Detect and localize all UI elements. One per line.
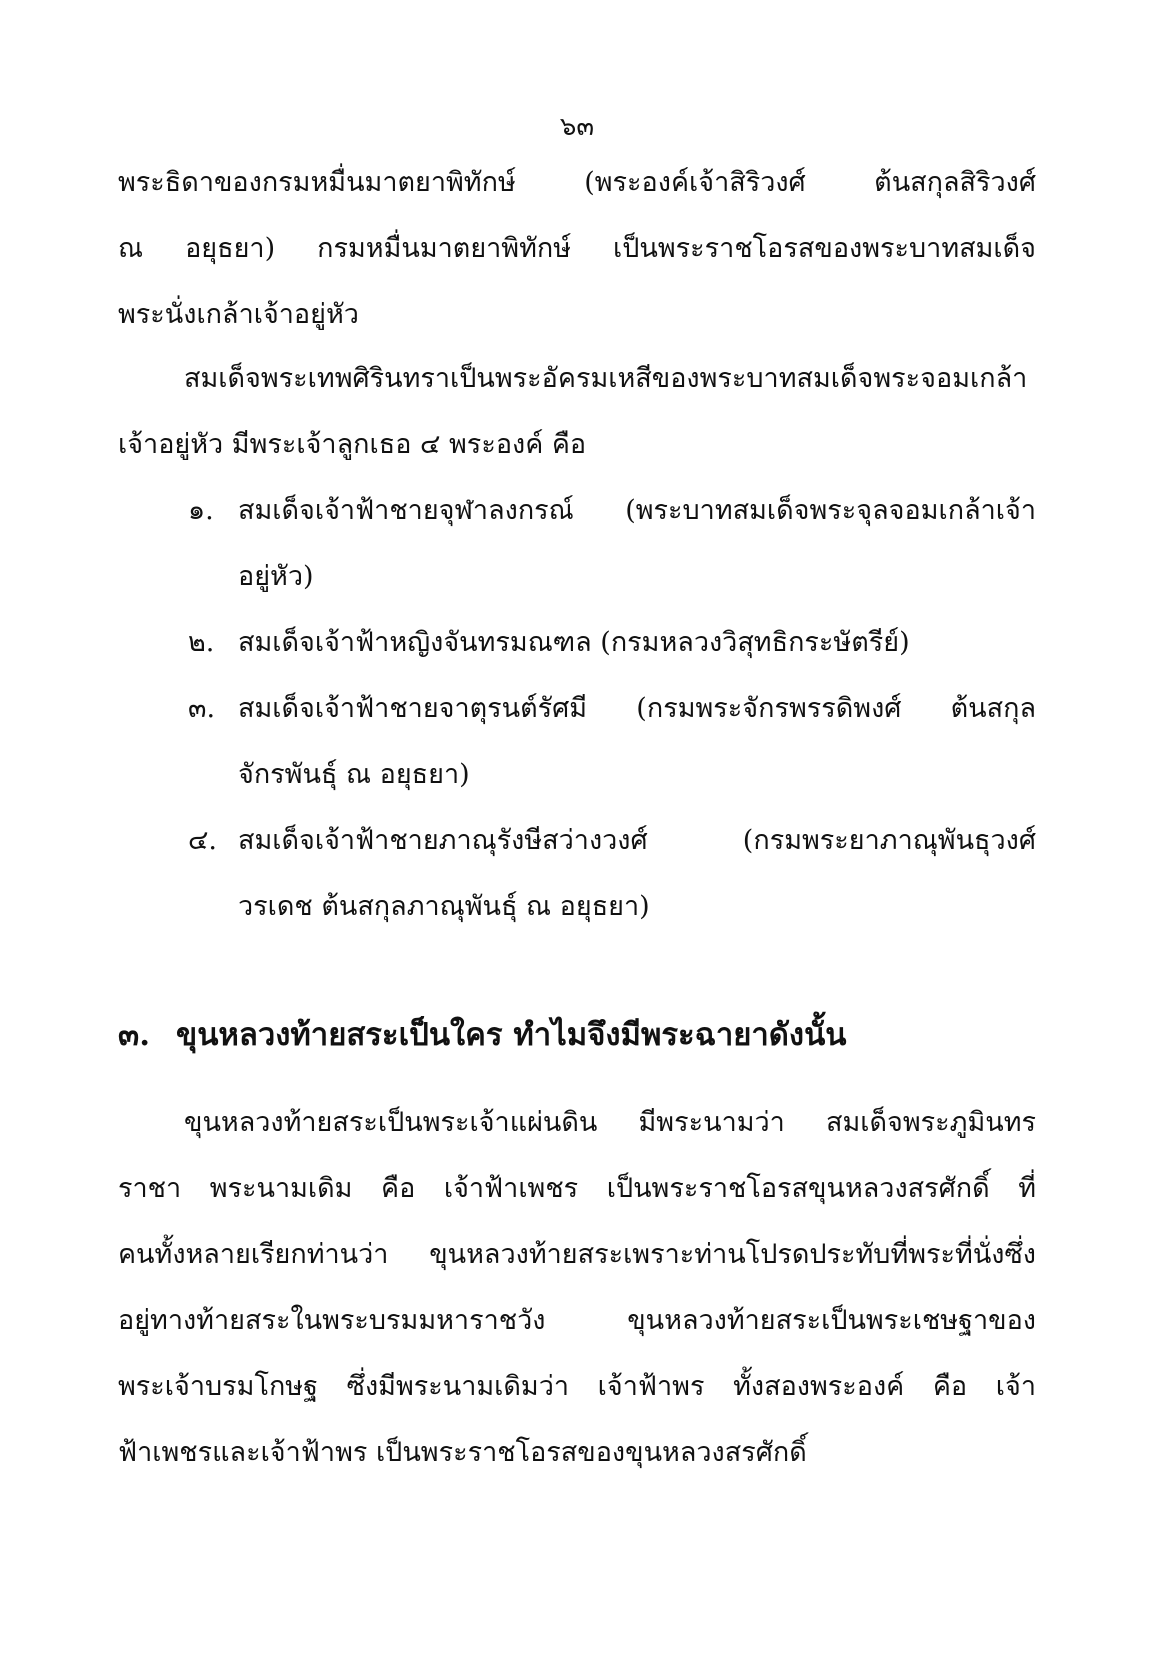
list-item-continuation: อยู่หัว): [238, 561, 314, 592]
paragraph-line: คนทั้งหลายเรียกท่านว่า ขุนหลวงท้ายสระเพราะท่านโปรดประทับที่พระที่นั่งซึ่ง: [118, 1239, 1036, 1270]
list-item-continuation: วรเดช ต้นสกุลภาณุพันธุ์ ณ อยุธยา): [238, 891, 650, 922]
paragraph-1: [118, 150, 1036, 348]
list-number: ๒.: [188, 627, 215, 658]
list-number: ๑.: [188, 495, 214, 526]
paragraph-line: พระธิดาของกรมหมื่นมาตยาพิทักษ์ (พระองค์เจ้าสิริวงศ์ ต้นสกุลสิริวงศ์: [118, 167, 1036, 198]
paragraph-line: เจ้าอยู่หัว มีพระเจ้าลูกเธอ ๔ พระองค์ คือ: [118, 429, 587, 460]
paragraph-line: ขุนหลวงท้ายสระเป็นพระเจ้าแผ่นดิน มีพระนามว่า สมเด็จพระภูมินทร: [184, 1107, 1036, 1138]
paragraph-line: ณ อยุธยา) กรมหมื่นมาตยาพิทักษ์ เป็นพระราชโอรสของพระบาทสมเด็จ: [118, 233, 1036, 264]
paragraph-line: พระเจ้าบรมโกษฐ ซึ่งมีพระนามเดิมว่า เจ้าฟ้าพร ทั้งสองพระองค์ คือ เจ้า: [118, 1371, 1036, 1402]
section-number: ๓.: [118, 1017, 150, 1053]
paragraph-line: ฟ้าเพชรและเจ้าฟ้าพร เป็นพระราชโอรสของขุนหลวงสรศักดิ์: [118, 1437, 807, 1468]
list-item-text: สมเด็จเจ้าฟ้าหญิงจันทรมณฑล (กรมหลวงวิสุทธิกระษัตรีย์): [238, 627, 910, 658]
paragraph-3: [118, 1090, 1036, 1486]
paragraph-line: สมเด็จพระเทพศิรินทราเป็นพระอัครมเหสีของพระบาทสมเด็จพระจอมเกล้า: [184, 363, 1028, 394]
list-item-text: สมเด็จเจ้าฟ้าชายภาณุรังษีสว่างวงศ์ (กรมพระยาภาณุพันธุวงศ์: [238, 825, 1036, 856]
list-item: [118, 676, 1036, 742]
paragraph-line: อยู่ทางท้ายสระในพระบรมมหาราชวัง ขุนหลวงท้ายสระเป็นพระเชษฐาของ: [118, 1305, 1036, 1336]
list-item: [118, 478, 1036, 544]
list-item: [118, 610, 1036, 676]
page-number: ๖๓: [559, 112, 595, 142]
list-item-text: สมเด็จเจ้าฟ้าชายจาตุรนต์รัศมี (กรมพระจักรพรรดิพงศ์ ต้นสกุล: [238, 693, 1036, 724]
list-item-text: สมเด็จเจ้าฟ้าชายจุฬาลงกรณ์ (พระบาทสมเด็จพระจุลจอมเกล้าเจ้า: [238, 495, 1036, 526]
paragraph-2: [118, 346, 1036, 478]
list-item-continuation: จักรพันธุ์ ณ อยุธยา): [238, 759, 470, 790]
children-list: [118, 478, 1036, 940]
list-number: ๔.: [188, 825, 218, 856]
section-heading: [118, 1002, 1036, 1068]
list-item: [118, 808, 1036, 874]
paragraph-line: ราชา พระนามเดิม คือ เจ้าฟ้าเพชร เป็นพระราชโอรสขุนหลวงสรศักดิ์ ที่: [118, 1173, 1036, 1204]
section-title: ขุนหลวงท้ายสระเป็นใคร ทำไมจึงมีพระฉายาดังนั้น: [176, 1017, 847, 1053]
paragraph-line: พระนั่งเกล้าเจ้าอยู่หัว: [118, 299, 359, 330]
list-number: ๓.: [188, 693, 216, 724]
